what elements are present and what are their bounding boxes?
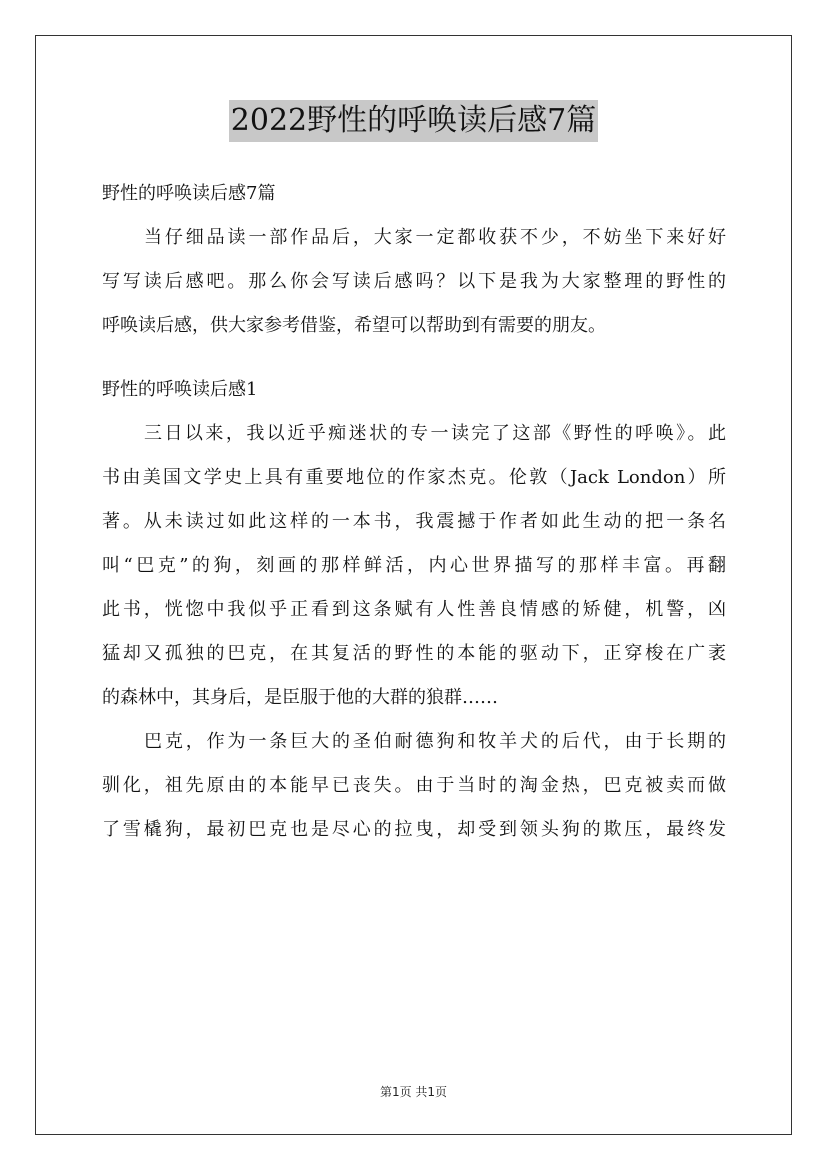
intro-paragraph [102,216,726,348]
document-body [102,172,726,852]
body-line: 著。从未读过如此这样的一本书，我震撼于作者如此生动的把一条名 [102,511,726,532]
body-line: 了雪橇狗，最初巴克也是尽心的拉曳，却受到领头狗的欺压，最终发 [102,819,726,840]
body-line: 巴克，作为一条巨大的圣伯耐德狗和牧羊犬的后代，由于长期的 [144,731,726,752]
body-line: 三日以来，我以近乎痴迷状的专一读完了这部《野性的呼唤》。此 [144,423,726,444]
body-line: 猛却又孤独的巴克，在其复活的野性的本能的驱动下，正穿梭在广袤 [102,643,726,664]
body-line: 驯化，祖先原由的本能早已丧失。由于当时的淘金热，巴克被卖而做 [102,775,726,796]
intro-line: 当仔细品读一部作品后，大家一定都收获不少，不妨坐下来好好 [144,227,726,248]
intro-line: 写写读后感吧。那么你会写读后感吗？以下是我为大家整理的野性的 [102,271,726,292]
body-line: 书由美国文学史上具有重要地位的作家杰克。伦敦（Jack London）所 [102,467,726,488]
section-gap [102,348,726,368]
body-line: 叫“巴克”的狗，刻画的那样鲜活，内心世界描写的那样丰富。再翻 [102,555,726,576]
section1-paragraph-2 [102,720,726,852]
title-container [0,100,827,142]
page-footer [0,1083,827,1100]
page-number: 第1页 共1页 [379,1085,448,1099]
body-line: 此书，恍惚中我似乎正看到这条赋有人性善良情感的矫健，机警，凶 [102,599,726,620]
section-heading: 野性的呼唤读后感1 [102,379,258,400]
intro-line: 呼唤读后感，供大家参考借鉴，希望可以帮助到有需要的朋友。 [102,315,606,336]
section1-paragraph-1 [102,412,726,720]
body-line: 的森林中，其身后，是臣服于他的大群的狼群…… [102,687,498,708]
subtitle: 野性的呼唤读后感7篇 [102,183,276,204]
document-title: 2022野性的呼唤读后感7篇 [229,100,598,142]
